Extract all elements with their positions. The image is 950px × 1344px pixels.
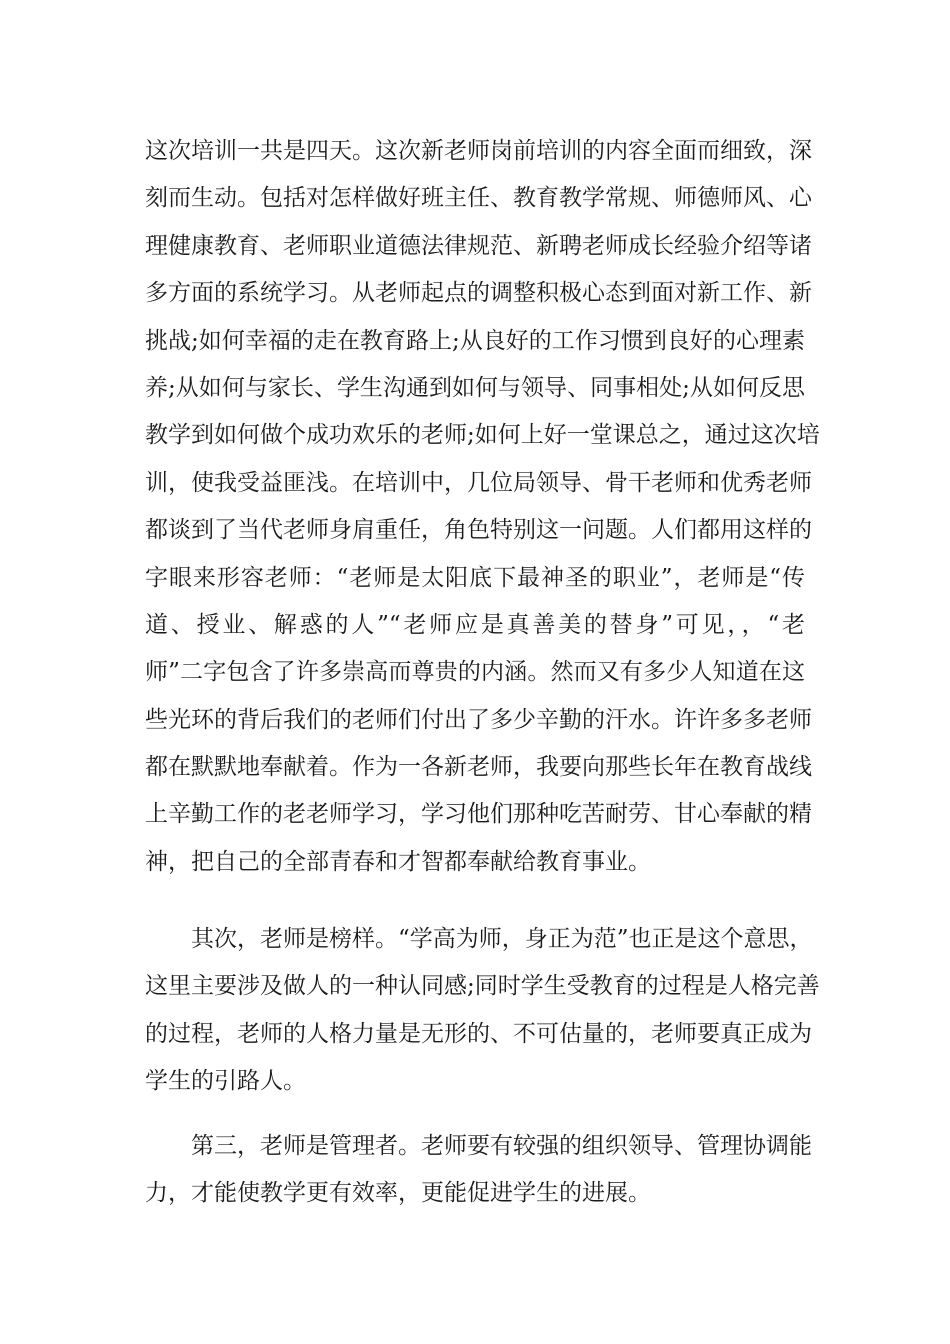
paragraph-training-overview	[145, 128, 820, 886]
text-line: 理健康教育、老师职业道德法律规范、新聘老师成长经验介绍等诸	[145, 232, 812, 259]
text-line: 字眼来形容老师：“老师是太阳底下最神圣的职业”，老师是“传	[145, 564, 805, 591]
text-line: 道、授业、解惑的人”“老师应是真善美的替身”可见，，“老	[145, 611, 805, 638]
text-line: 这次培训一共是四天。这次新老师岗前培训的内容全面而细致，深	[145, 138, 812, 164]
text-line: 其次，老师是榜样。“学高为师，身正为范”也正是这个意思，	[191, 926, 813, 952]
text-line: 的过程，老师的人格力量是无形的、不可估量的，老师要真正成为	[145, 1020, 812, 1047]
text-line: 教学到如何做个成功欢乐的老师;如何上好一堂课总之，通过这次培	[145, 422, 820, 449]
text-line: 力，才能使教学更有效率，更能促进学生的进展。	[145, 1180, 651, 1207]
text-line: 些光环的背后我们的老师们付出了多少辛勤的汗水。许许多多老师	[145, 706, 812, 733]
text-line: 都谈到了当代老师身肩重任，角色特别这一问题。人们都用这样的	[145, 517, 812, 544]
text-line: 多方面的系统学习。从老师起点的调整积极心态到面对新工作、新	[145, 280, 812, 307]
text-line: 挑战;如何幸福的走在教育路上;从良好的工作习惯到良好的心理素	[145, 327, 805, 354]
text-line: 学生的引路人。	[145, 1068, 306, 1095]
text-line: 都在默默地奉献着。作为一各新老师，我要向那些长年在教育战线	[145, 754, 812, 781]
paragraph-teacher-as-manager	[145, 1123, 812, 1218]
text-line: 第三，老师是管理者。老师要有较强的组织领导、管理协调能	[191, 1133, 812, 1159]
text-line: 这里主要涉及做人的一种认同感;同时学生受教育的过程是人格完善	[145, 973, 820, 1000]
paragraph-teacher-as-role-model	[145, 916, 820, 1106]
text-line: 神，把自己的全部青春和才智都奉献给教育事业。	[145, 848, 651, 875]
text-line: 上辛勤工作的老老师学习，学习他们那种吃苦耐劳、甘心奉献的精	[145, 801, 812, 828]
text-line: 刻而生动。包括对怎样做好班主任、教育教学常规、师德师风、心	[145, 185, 812, 212]
text-line: 师”二字包含了许多崇高而尊贵的内涵。然而又有多少人知道在这	[145, 659, 805, 686]
text-line: 训，使我受益匪浅。在培训中，几位局领导、骨干老师和优秀老师	[145, 469, 812, 496]
text-line: 养;从如何与家长、学生沟通到如何与领导、同事相处;从如何反思	[145, 374, 805, 401]
